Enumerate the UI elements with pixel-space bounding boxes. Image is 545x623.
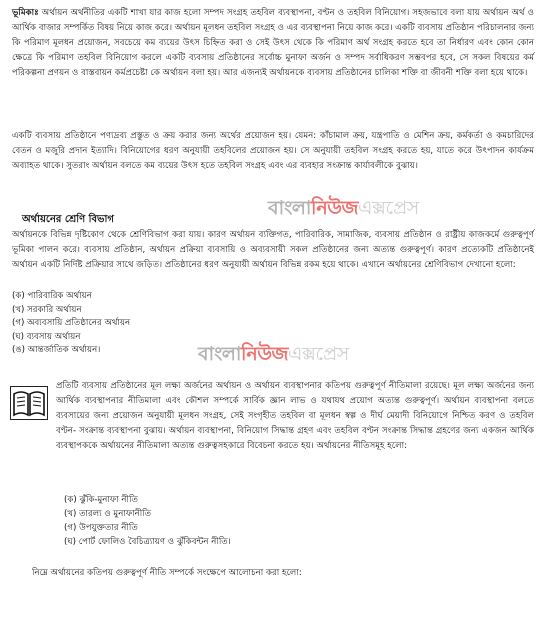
closing-line: নিম্নে অর্থায়নের কতিপয় গুরুত্বপূর্ণ নীতি সম্পর্কে সংক্ষেপে আলোচনা করা হলো: (32, 568, 302, 578)
list-item: (ঘ) ব্যবসায় অর্থায়ন (12, 331, 81, 342)
list-item: (ক) পারিবারিক অর্থায়ন (12, 291, 92, 301)
list-item: (গ) অব্যবসায়ি প্রতিষ্ঠানের অর্থায়ন (12, 318, 131, 329)
fund-requirement-paragraph: একটি ব্যবসায় প্রতিষ্ঠানে পণ্যদ্রব্য প্রস্তুত ও ক্রয় করার জন্য অর্থের প্রয়োজন হয়। যেমন: কাঁচামাল ক্রয়, যন্ত্রপাতি ও মেশিন ক্রয়, কর্মকর্তা ও কমচারিদের বেতন ও মজুরি প্রদান ইত্যাদি। বিনিয়োগের ধরণ অনুযায়ী তহবিলের প্রয়োজন হয়। সে অনুযায়ী তহবিল সংগ্রহ করতে হয়, যাতে করে উৎপাদন কার্যক্রম অব্যাহত থাকে। সুতরাং অর্থায়ন বলতে কম ব্যয়ের উৎস হতে তহবিল সংগ্রহ এবং এর ব্যবহার সংক্রান্ত কার্যাবলীকে বুঝায়। (12, 131, 534, 171)
watermark-logo-2: বাংলানিউজএক্সপ্রেস (198, 343, 349, 365)
policy-paragraph: প্রতিটি ব্যবসায় প্রতিষ্ঠানের মূল লক্ষ্য অর্জনের অর্থায়ন ও অর্থায়ন ব্যবস্থাপনার কতিপয় গুরুত্বপূর্ণ নীতিমালা রয়েছে। মূল লক্ষ্য অর্জনের জন্য আর্থিক ব্যবস্থাপনার নীতিমালা এবং কৌশল সম্পর্কে সার্বিক জ্ঞান লাভ ও যথাযথ প্রয়োগ অত্যন্ত গুরুত্বপূর্ণ। অর্থায়ন ব্যবস্থাপনা বলতে ব্যবসায়ের জন্য প্রয়োজন অনুযায়ী মূলধন সংগ্রহ, সেই সংগৃহীত তহবিল বা মূলধন স্বল্প ও দীর্ঘ মেয়াদী বিনিয়োগে নিশ্চিত করণ ও তহবিল বণ্টন- সংক্রান্ত ব্যবস্থাপনা বুঝায়। অর্থায়ন ব্যবস্থাপনা, বিনিয়োগ সিদ্ধান্ত গ্রহণ এবং তহবিল বণ্টন সংক্রান্ত সিদ্ধান্ত গ্রহণের জন্য একজন আর্থিক ব্যবস্থাপককে অর্থায়নের নীতিমালা অত্যন্ত গুরুত্বসহকারে বিবেচনা করতে হয়। অর্থায়নের নীতিসমূহ হলো: (56, 381, 534, 451)
classification-paragraph: অর্থায়নকে বিভিন্ন দৃষ্টিকোণ থেকে শ্রেণিবিভাগ করা যায়। কারণ অর্থায়ন ব্যক্তিগত, পারিবারিক, সামাজিক, ব্যবসায় প্রতিষ্ঠান ও রাষ্ট্রীয় কাজকর্মে গুরুত্বপূর্ণ ভূমিকা পালন করে। ব্যবসায় প্রতিষ্ঠান, অর্থায়ন প্রক্রিয়া ব্যবসায়ি ও অব্যবসায়ী সকল প্রতিষ্ঠানের জন্য অত্যন্ত গুরুত্বপূর্ণ। কারণ প্রত্যেকটি প্রতিষ্ঠানেই অর্থায়ন একটি নির্দিষ্ট প্রক্রিয়ার সাথে জড়িত। প্রতিষ্ঠানের ধরণ অনুযায়ী অর্থায়ন বিভিন্ন রকম হয়ে থাকে। এখানে অর্থায়নের শ্রেণিবিভাগ দেখানো হলো: (12, 230, 534, 270)
intro-text: অর্থায়ন অর্থনীতির একটি শাখা যার কাজ হলো সম্পদ সংগ্রহ তহবিল ব্যবস্থাপনা, বণ্টন ও তহবিল বিনিয়োগ। সহজভাবে বলা যায় অর্থায়ন অর্থ ও আর্থিক বাজার সম্পর্কিত বিষয় নিয়ে কাজ করে। অর্থায়ন মূলধন তহবিল সংগ্রহ ও এর ব্যবস্থাপনা নিয়ে কাজ করে। একটি ব্যবসায় প্রতিষ্ঠান পরিচালনার জন্য কি পরিমাণ মূলধন প্রয়োজন, সবচেয়ে কম ব্যয়ের উৎস চিহ্নিত করা ও সেই উৎস থেকে কি পরিমাণ অর্থ সংগ্রহ করতে হবে তা নির্ধারণ এবং কোন কোন ক্ষেত্রে কি পরিমাণ তহবিল বিনিয়োগ করলে একটি ব্যবসায় প্রতিষ্ঠানের সর্বোচ্চ মুনাফা অর্জন ও সম্পদ সর্বাধিকরণ সম্ভবপর হবে, সে সকল বিষয়ের কর্ম পরিকল্পনা প্রণয়ন ও বাস্তবায়ন কর্মপ্রচেষ্টা কে অর্থায়ন বলা হয়। আর এজন্যই অর্থায়নকে ব্যবসায় প্রতিষ্ঠানের চালিকা শক্তি বা জীবনী শক্তি বলা হয়ে থাকে। (12, 8, 534, 78)
list-item: (ক) ঝুঁকি-মুনাফা নীতি (64, 495, 138, 505)
list-item: (ঘ) পোর্ট ফোলিও বৈচিত্র্যায়ণ ও ঝুঁকিবন্টন নীতি। (64, 537, 231, 547)
intro-paragraph (12, 6, 534, 81)
policy-list (64, 493, 231, 549)
open-book-icon (10, 386, 48, 420)
list-item: (গ) উপযুক্ততার নীতি (64, 523, 138, 533)
list-item: (ঙ) আন্তর্জাতিক অর্থায়ন। (12, 345, 101, 356)
list-item: (খ) সরকারি অর্থায়ন (12, 304, 82, 315)
intro-term: ভূমিকাঃ (12, 8, 39, 18)
list-item: (খ) তারল্য ও মুনাফানীতি (64, 509, 152, 519)
classification-list (12, 290, 130, 358)
section-heading: অর্থায়নের শ্রেণি বিভাগ (22, 214, 114, 225)
watermark-logo: বাংলানিউজএক্সপ্রেস (268, 197, 419, 219)
